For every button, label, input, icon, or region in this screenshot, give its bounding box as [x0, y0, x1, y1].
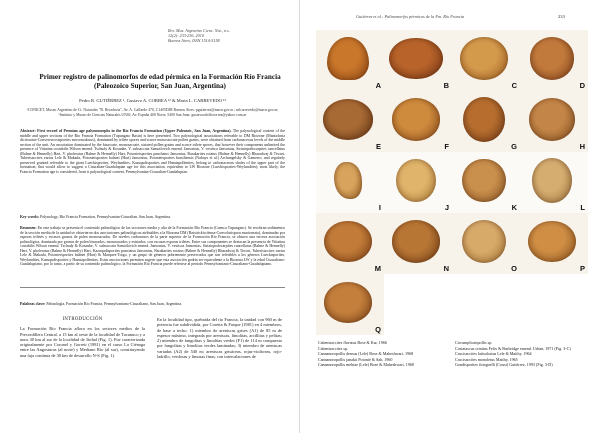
- body-column-2: En la localidad tipo, quebrada del río Francia, la unidad con 960 m de potencia fue subdividida, por Coretta & Farque (1981) en 4 miembros, de base a techo: 1) miembro de areniscas grises (A1) de 85 m de espesor máximo, integrada por areniscas, limolitas, arcillitas y pelitas; 2) miembro de fangolitas y limolitas verdes (F1) de 114 m compuesto por fangolitas y limolitas verdes laminadas; 3) miembro de areniscas variadas (A2) de 540 m; areniscas grisáceas, rojas-violáceas, rojo-ladrillo, verdosas y limosas finas, con intercalaciones de: [157, 317, 282, 360]
- plate-cell-c: [452, 30, 520, 91]
- plate-letter: Q: [375, 325, 381, 334]
- plate-cell-l: [520, 152, 588, 213]
- intro-heading: INTRODUCCIÓN: [62, 317, 103, 322]
- plate-letter: C: [511, 81, 517, 90]
- keywords-label: Key words:: [20, 215, 40, 219]
- palynomorph-image: [529, 98, 575, 141]
- article-title: Primer registro de palinomorfos de edad pérmica en la Formación Río Francia (Paleozoico Superior, San Juan, Argentina): [39, 73, 281, 90]
- plate-letter: K: [511, 203, 517, 212]
- section-rule: [20, 287, 285, 288]
- palynomorph-image: [462, 220, 507, 264]
- palynomorph-image: [528, 221, 576, 262]
- plate-letter: G: [511, 142, 517, 151]
- plate-letter: B: [443, 81, 449, 90]
- plate-letter: L: [580, 203, 585, 212]
- plate-letter: O: [511, 264, 517, 273]
- caption-item: Circumplicatipollis sp.: [455, 340, 493, 345]
- page-number: 233: [558, 14, 565, 19]
- plate-cell-m: [316, 213, 384, 274]
- caption-item: Costatascus crinitus Felix & Burbridge emend. Urban, 1971 (Fig. 3-C): [455, 345, 571, 351]
- plate-letter: D: [579, 81, 585, 90]
- plate-cell-d: [520, 30, 588, 91]
- resumen: [20, 226, 285, 267]
- plate-letter: M: [374, 264, 381, 273]
- plate-letter: J: [444, 203, 449, 212]
- plate-cell-j: [384, 152, 452, 213]
- plate-cell-o: [452, 213, 520, 274]
- keywords: [20, 215, 285, 220]
- body-column-1: [20, 317, 145, 358]
- palynomorph-image: [334, 162, 361, 200]
- caption-column-right: [455, 340, 580, 368]
- plate-cell-p: [520, 213, 588, 274]
- plate-cell-b: [384, 30, 452, 91]
- abstract-label: Abstract: First record of Permian age palynomorphs in the Río Francia Formation (Upper Paleozoic, San Juan, Argentina).: [20, 129, 232, 133]
- journal-citation: [168, 28, 288, 44]
- caption-item: Cannanoropollis densus (Lele) Bose & Maheshwari, 1968: [318, 351, 414, 357]
- resumen-label: Resumen:: [20, 226, 37, 230]
- abstract: [20, 129, 285, 174]
- palynomorph-image: [392, 220, 441, 263]
- authors: Pedro R. GUTIÉRREZ ¹, Gustavo A. CORREA ¹² & Marta L. CARREVEDO ¹²: [79, 98, 226, 103]
- palabras-label: Palabras clave:: [20, 302, 46, 306]
- journal-line-2: 12(2): 233-236, 2010: [168, 33, 204, 39]
- plate-letter: N: [443, 264, 449, 273]
- palynomorph-image: [324, 282, 372, 322]
- palynomorph-image: [463, 97, 505, 142]
- plate-cell-h: [520, 91, 588, 152]
- palabras-clave: [20, 302, 285, 307]
- palynomorph-image: [460, 37, 508, 80]
- plate-cell-q: [316, 274, 384, 335]
- palynomorph-image: [530, 37, 575, 80]
- plate-cell-a: [316, 30, 384, 91]
- palynomorph-image: [462, 159, 506, 203]
- microfossil-plate: [316, 30, 588, 335]
- journal-line-3: Buenos Aires, ISSN 1514-5158: [168, 38, 220, 44]
- palynomorph-image: [323, 99, 373, 139]
- caption-item: Cahenisaccites flavatus Bose & Kar, 1966: [318, 340, 387, 345]
- plate-letter: I: [378, 203, 381, 212]
- body-text-1: La Formación Río Francia aflora en los sectores medios de la Precordillera Central, a 15 km al oeste de la localidad de Tucunuco y a unos 30 km al sur de la localidad de Jáchal (Fig. 1). Fue caracterizada originalmente por Coronel y Gorreti (1981) en el curso La Ciénaga entre las Angosturas (al norte) y Mediano Río (al sur), constituyendo una faja continua de 30 km de desarrollo N-S (Fig. 1).: [20, 326, 145, 358]
- caption-item: Cannanoropollis mehtae (Lele) Bose & Maheshwari, 1968: [318, 362, 414, 368]
- plate-cell-i: [316, 152, 384, 213]
- affiliation: ¹CONICET, Museo Argentino de Ct. Naturales "B. Rivadavia", Av. A. Gallardo 470, C1405DJR Buenos Aires. pgutierrez@macn.gov.ar ; mlcarrevedo@macn.gov.ar; ²Instituto y Museo de Ciencias Naturales UNSJ, Av. España 400 Norte, 5400 San Juan. gustavoadolfocorrea@yahoo.com.ar: [26, 108, 279, 117]
- plate-cell-k: [452, 152, 520, 213]
- palynomorph-image: [389, 38, 442, 79]
- caption-item: Crucisaccites monoletus Maithy, 1965: [455, 356, 518, 362]
- palynomorph-image: [532, 158, 573, 203]
- resumen-text: En este trabajo se presenta el contenido palinológico de las secciones media y alta de la Formación Río Francia (Cuenca Tupungato). Se recobran sedimentos de la sección media de la unidad se obtuvieron dos asociaciones palinológicas atribuibles a la Biozona DM (Raistrickia densa-Convolutispora muriornata), dominadas por esporas triletes y escasos granos de polen monosacados. De niveles carbonosos de la parte superior de la Formación Río Francia, se obtuvo una tercera asociación palinológica, dominada por granos de polen bisacados, monosacados y estriados, con escasas esporas triletes. Entre sus componentes se destacan la presencia de Vittatina costabilis Wilson emend. Tschudy & Kosanke, V. subsaccata Samoilovich emend. Jansonius, V. vestisca Jansonius, Striatopodocarpites cancellatus (Balme & Hennelly) Hart, V. pholeratus (Balme & Hennelly) Hart, Kazuqudisporites punctatus Jansonius, Barakarites rotatus (Balme & Hennelly) Bharadwaj & Tiwari, Tuberisaccites varius Lele & Makada, Potonieisporites balmei (Hart) & Marques-Toigo, y un grupo de géneros pobremente preservados que son referibles a los géneros Lueckisporites, Weylandites, Kazuqudisporites y Hamiapollenites. Estas asociaciones permiten sugerir que esta asociación podría ser equivalente a la Biozona LW y la edad Cisuraliano-Guadalupiano, por lo tanto, a partir de su contenido palinológico, la Formación Río Francia puede referirse al período Pennsylvaniano-Cisuraliano-Guadalupiano.: [20, 226, 285, 267]
- caption-item: Crucisaccites latisulcatus Lele & Maithy, 1964: [455, 351, 532, 357]
- plate-letter: E: [375, 142, 381, 151]
- plate-cell-g: [452, 91, 520, 152]
- palynomorph-image: [396, 159, 435, 202]
- caption-item: Cannanoropollis janakii Potonié & Sah, 1960: [318, 356, 393, 362]
- journal-line-1: Rev. Mus. Argentino Cienc. Nat., n.s.: [168, 28, 230, 33]
- palynomorph-image: [324, 221, 372, 262]
- plate-cell-n: [384, 213, 452, 274]
- palynomorph-image: [392, 98, 441, 141]
- caption-item: Gondisporites fiongoelli (Cousi) Gutiérrez, 1993 (Fig. 3-D): [455, 362, 553, 368]
- plate-letter: P: [579, 264, 585, 273]
- abstract-body: The palynological content of the middle and upper sections of the Río Francia Formation (Tupungato Basin) is here presented. Two palynological associations referable to DM Biozone (Mantichnia dictioratus-Converrucosisporites micronodosus), dominated by trilete spores and scarce monosaccate pollen grains, were obtained from carbonaceous levels of the middle section of the unit. An association dominated by the bisaccate, monosaccate, striated pollen grains and scarce trilete spores, that however their components unlimited the presence of Vittatina costabilis Wilson emend. Tschudy & Kosanke, V. subsaccata Samoilovich emend. Jansonius, V. vestisca Jansonius, Striatopodocarpites cancellatus (Balme & Hennelly) Hart, V. pholeratus (Balme & Hennelly) Hart, Potonieisporites panchatus Jansonius, Barakarites rotatus (Balme & Hennelly) Bharadwaj & Tiwari, Tuberisaccites varius Lele & Makada, Potonieisporites balmei (Hart) Jansonius, Potonieisporites brasiliensis (Nahuys et al.) Archangelsky & Gamerro, and regularly preserved granted referable to the giant Lueckisporites, Weylandites, Kazuqudisporites and Hamiapollenites, belong to carbonaceous shales of the upper part of the formation; that would allow to suggest a Cisuralian-Guadalupian age for this association, equivalent to LW Biozone (Lueckisporites-Weylandites); most likely, the Francia Formation age is considered, from it palynological content, Pennsylvanian-Cisuralian-Guadalupian.: [20, 129, 285, 174]
- plate-letter: H: [579, 142, 585, 151]
- plate-cell-f: [384, 91, 452, 152]
- caption-item: Cahenisaccites sp.: [318, 345, 349, 351]
- running-head: Gutiérrez et al.: Palinomorfos pérmicos de la Fm. Río Francia: [356, 14, 465, 19]
- plate-letter: F: [444, 142, 449, 151]
- palabras-text: Palinología, Formación Río Francia, Pennsylvaniano-Cisuraliano, San Juan, Argentina.: [46, 302, 183, 306]
- keywords-text: Palynology, Río Francia Formation, Pennsylvanian-Cisuralian, San Juan, Argentina.: [40, 215, 171, 219]
- caption-column-left: [318, 340, 443, 368]
- plate-letter: A: [375, 81, 381, 90]
- plate-cell-e: [316, 91, 384, 152]
- palynomorph-image: [327, 37, 369, 81]
